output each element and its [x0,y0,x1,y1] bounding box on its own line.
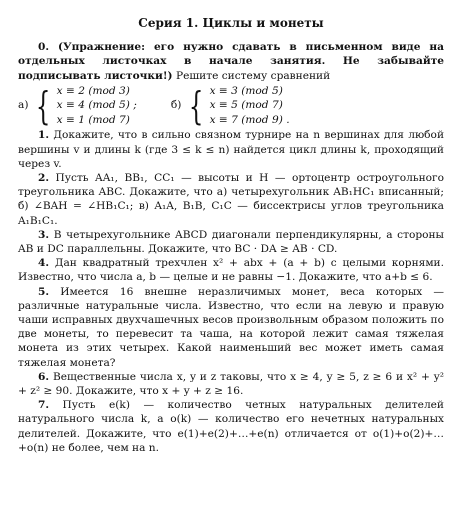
problem-number: 2. [38,171,50,184]
problem-text: Имеется 16 внешне неразличимых монет, веса которых — различные натуральные числа. Известно, что если на левую и правую чаши исправных двухчашечных весов произвольным образом положить по две монеты, то перевесит та чаша, на которой лежит самая тяжелая монета из этих четырех. Какой наименьший вес может иметь самая тяжелая монета? [18,285,444,369]
system-b-label: б) [170,99,182,112]
problem-number: 3. [38,228,50,241]
problem-text: Дан квадратный трехчлен x² + abx + (a + b) с целыми корнями. Известно, что числа a, b — целые и не равны −1. Докажите, что a+b ≤ 6. [18,257,444,284]
problem-2 [18,171,444,228]
problem-number: 7. [38,399,50,412]
system-a-line: x ≡ 4 (mod 5) ; [56,99,137,112]
system-b-line: x ≡ 5 (mod 7) [209,99,283,112]
system-b-line: x ≡ 3 (mod 5) [209,84,283,97]
problem-text: В четырехугольнике ABCD диагонали перпендикулярны, а стороны AB и DC параллельны. Докажите, что BC · DA ≥ AB · CD. [18,228,444,255]
problem-number: 6. [38,370,50,383]
system-a [57,84,137,128]
problem-text: Пусть e(k) — количество четных натуральных делителей натурального числа k, а o(k) — количество его нечетных натуральных делителей. Докажите, что e(1)+e(2)+…+e(n) отличается от o(1)+o(2)+…+o(n) не более, чем на n. [18,399,444,454]
system-b-line: x ≡ 7 (mod 9) . [209,113,290,126]
sheet-title: Серия 1. Циклы и монеты [138,16,324,30]
problem-text: Вещественные числа x, y и z таковы, что x ≥ 4, y ≥ 5, z ≥ 6 и x² + y² + z² ≥ 90. Докажите, что x + y + z ≥ 16. [18,370,444,397]
problem-text: Докажите, что в сильно связном турнире на n вершинах для любой вершины v и длины k (где 3 ≤ k ≤ n) найдется цикл длины k, проходящий через v. [18,129,445,170]
system-a-line: x ≡ 1 (mod 7) [56,113,130,126]
system-a-label: а) [18,99,29,112]
congruence-systems [18,84,444,128]
problem-number: 1. [38,129,50,142]
problem-1 [18,128,444,171]
problem-number: 5. [38,285,50,298]
intro-bold-text: 0. (Упражнение: его нужно сдавать в письменном виде на отдельных листочках в начале занятия. Не забывайте подписывать листочки!) [18,41,444,82]
intro-paragraph [18,40,444,83]
problem-number: 4. [38,257,50,270]
problem-7 [18,398,444,455]
system-a-line: x ≡ 2 (mod 3) [56,84,130,97]
intro-text: Решите систему сравнений [175,69,331,82]
problem-3 [18,228,444,256]
problem-5 [18,285,444,370]
problem-6 [18,370,444,398]
brace-icon: { [189,83,204,128]
problem-4 [18,256,444,284]
system-b [210,84,290,128]
problem-text: Пусть AA₁, BB₁, CC₁ — высоты и H — ортоцентр остроугольного треугольника ABC. Докажите, что а) четырехугольник AB₁HC₁ вписанный; б) ∠BAH = ∠HB₁C₁; в) A₁A, B₁B, C₁C — биссектрисы углов треугольника A₁B₁C₁. [18,171,444,227]
brace-icon: { [36,83,51,128]
